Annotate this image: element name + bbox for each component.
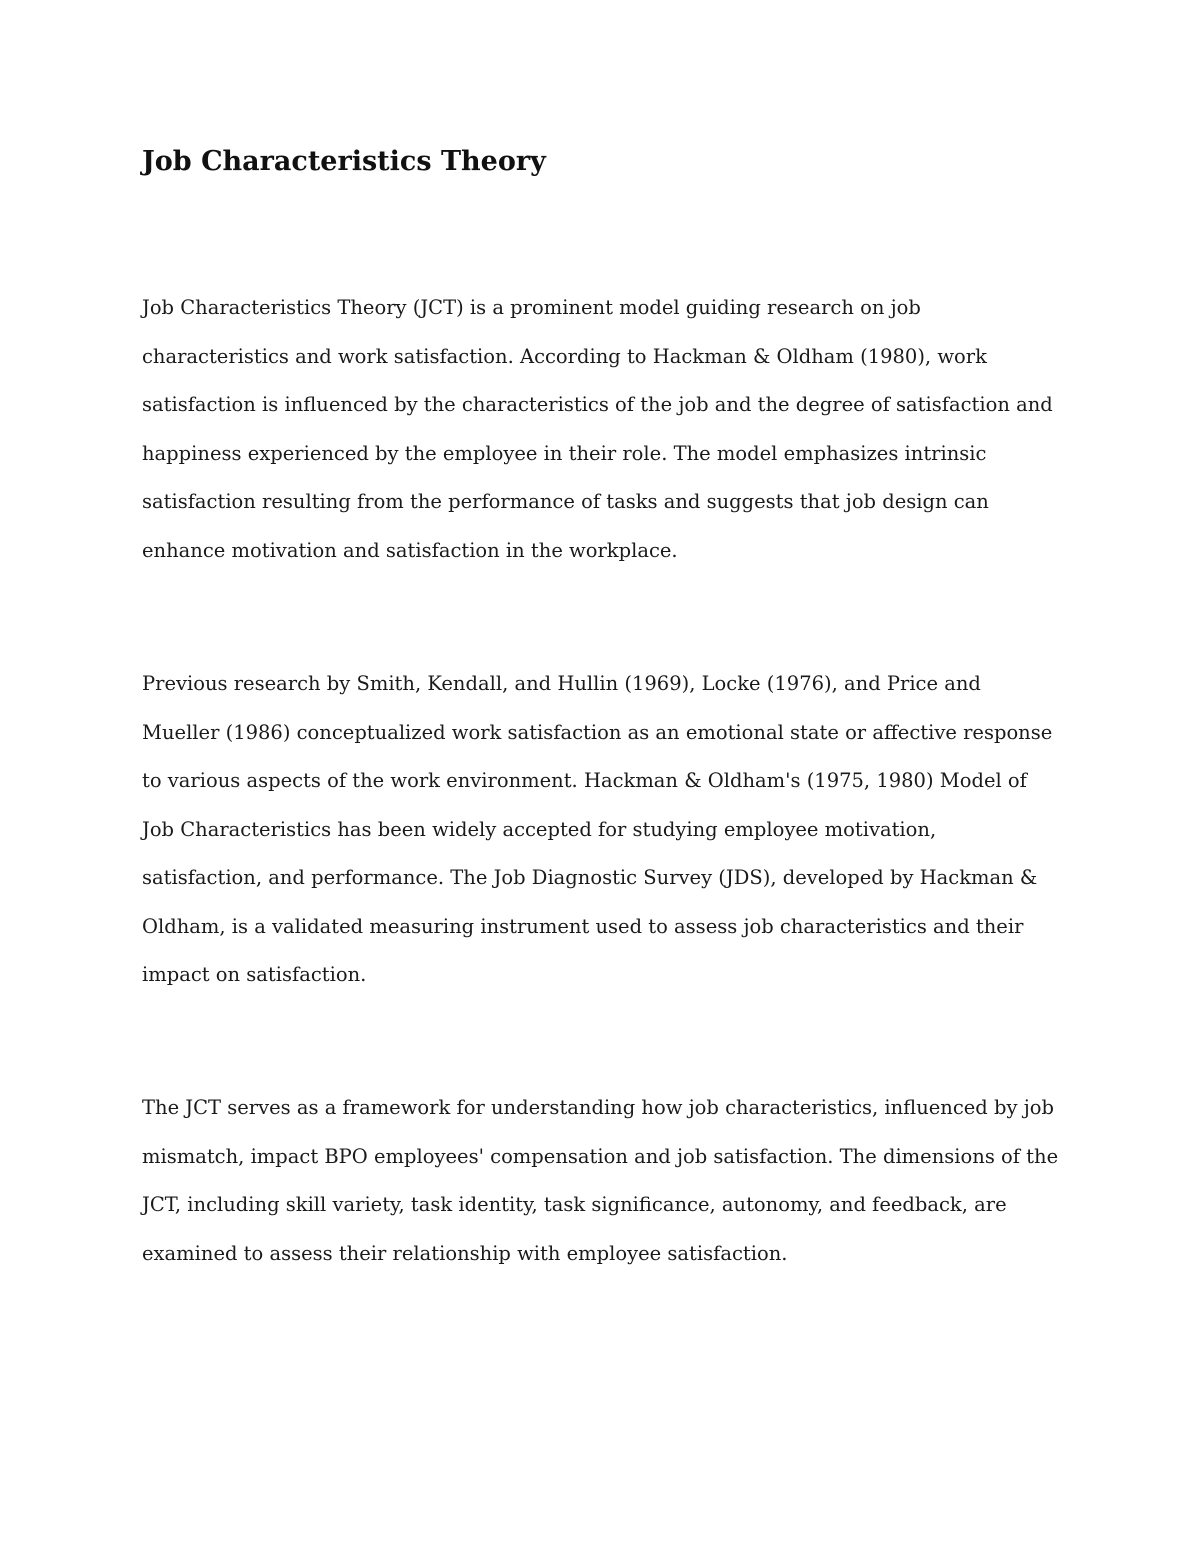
document-title: Job Characteristics Theory (142, 146, 546, 177)
paragraph-3: The JCT serves as a framework for understanding how job characteristics, influenced by job mismatch, impact BPO employees' compensation and job satisfaction. The dimensions of the JCT, including skill variety, task identity, task significance, autonomy, and feedback, are examined to assess their relationship with employee satisfaction. (142, 1096, 1059, 1265)
paragraph-2: Previous research by Smith, Kendall, and Hullin (1969), Locke (1976), and Price and Mueller (1986) conceptualized work satisfaction as an emotional state or affective response to various aspects of the work environment. Hackman & Oldham's (1975, 1980) Model of Job Characteristics has been widely accepted for studying employee motivation, satisfaction, and performance. The Job Diagnostic Survey (JDS), developed by Hackman & Oldham, is a validated measuring instrument used to assess job characteristics and their impact on satisfaction. (142, 672, 1053, 986)
paragraph-1: Job Characteristics Theory (JCT) is a prominent model guiding research on job characteristics and work satisfaction. According to Hackman & Oldham (1980), work satisfaction is influenced by the characteristics of the job and the degree of satisfaction and happiness experienced by the employee in their role. The model emphasizes intrinsic satisfaction resulting from the performance of tasks and suggests that job design can enhance motivation and satisfaction in the workplace. (142, 296, 1053, 562)
